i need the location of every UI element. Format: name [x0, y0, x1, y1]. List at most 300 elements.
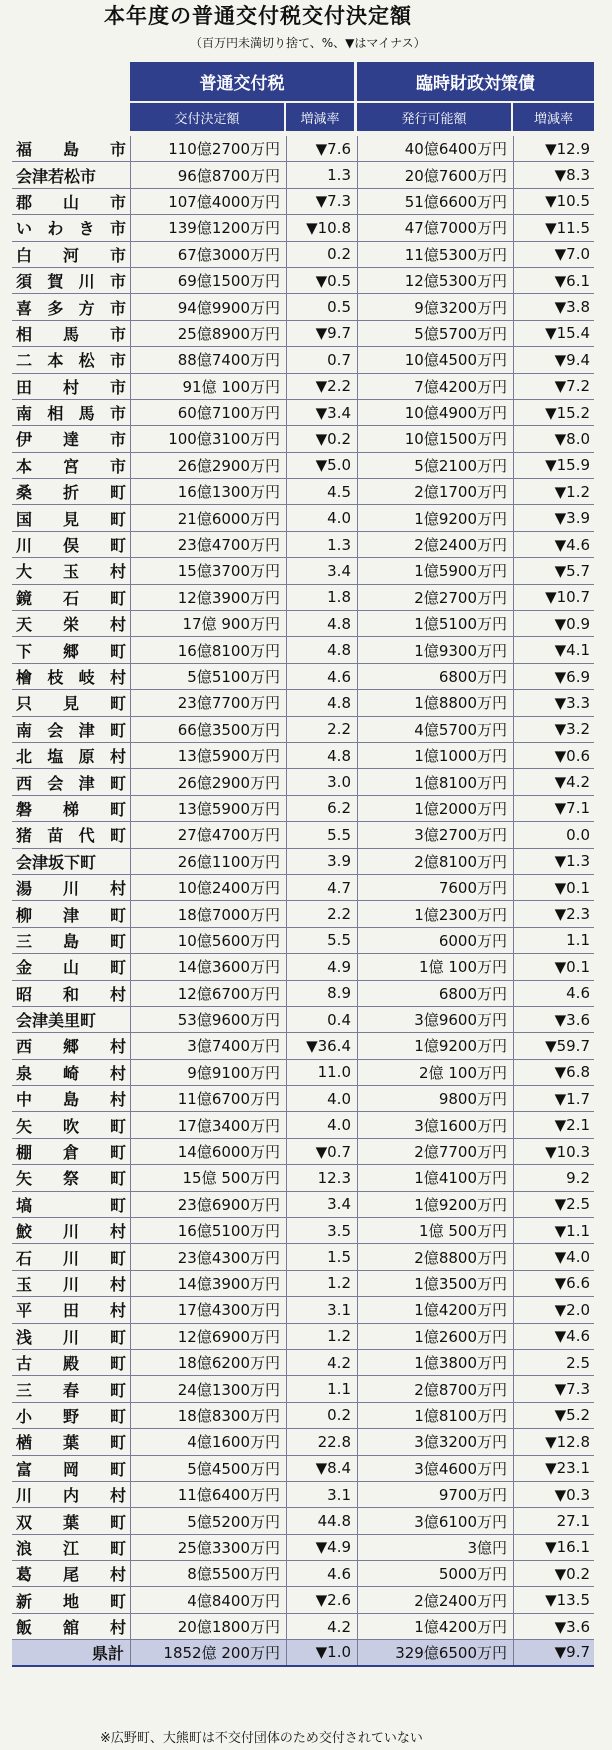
name-char: 方: [78, 298, 95, 318]
table-row: [12, 1271, 594, 1297]
municipality-name: [12, 1165, 130, 1190]
cell-kofu-rate: ▼3.4: [286, 400, 357, 425]
name-char: 川: [62, 1222, 79, 1242]
name-char: 村: [109, 1090, 126, 1110]
municipality-name: [12, 189, 130, 214]
table-row: [12, 1192, 594, 1218]
name-char: 町: [109, 720, 126, 740]
cell-kofu-rate: ▼0.7: [286, 1139, 357, 1164]
municipality-name: [12, 1376, 130, 1401]
name-char: 江: [62, 1538, 79, 1558]
cell-issue-rate: 4.6: [513, 981, 594, 1006]
name-char: 玉: [62, 562, 79, 582]
cell-issue-rate: ▼0.1: [513, 875, 594, 900]
name-char: 舘: [62, 1618, 79, 1638]
cell-issue-rate: ▼11.5: [513, 215, 594, 240]
name-char: 相: [16, 324, 33, 344]
municipality-name: [12, 215, 130, 240]
name-char: 山: [62, 192, 79, 212]
cell-issue-amount: 10億4900万円: [357, 400, 513, 425]
cell-kofu-rate: 1.2: [286, 1271, 357, 1296]
municipality-name: [12, 374, 130, 399]
cell-kofu-rate: 0.4: [286, 1007, 357, 1032]
cell-issue-rate: ▼3.8: [513, 294, 594, 319]
name-char: 町: [109, 509, 126, 529]
name-char: 三: [16, 1380, 33, 1400]
name-char: 町: [109, 1169, 126, 1189]
table-row: [12, 532, 594, 558]
name-char: 二: [16, 351, 33, 371]
table-row: [12, 1482, 594, 1508]
name-char: 平: [16, 1301, 33, 1321]
cell-issue-amount: 5億2100万円: [357, 453, 513, 478]
table-row: [12, 1086, 594, 1112]
name-char: 津: [62, 905, 79, 925]
municipality-name: 会津美里町: [16, 1011, 97, 1031]
table-row: [12, 242, 594, 268]
cell-issue-amount: 3億6100万円: [357, 1508, 513, 1533]
name-char: 小: [16, 1406, 33, 1426]
name-char: 葉: [62, 1512, 79, 1532]
cell-kofu-amount: 15億 500万円: [130, 1165, 286, 1190]
name-char: 大: [16, 562, 33, 582]
cell-kofu-amount: 5億5100万円: [130, 664, 286, 689]
name-char: 村: [109, 984, 126, 1004]
name-char: 町: [109, 773, 126, 793]
cell-kofu-amount: 69億1500万円: [130, 268, 286, 293]
name-char: 楢: [16, 1433, 33, 1453]
name-char: 津: [78, 773, 95, 793]
name-char: い: [16, 219, 33, 239]
cell-kofu-rate: ▼2.6: [286, 1587, 357, 1612]
cell-kofu-rate: 11.0: [286, 1060, 357, 1085]
cell-kofu-amount: 4億1600万円: [130, 1429, 286, 1454]
name-char: 浪: [16, 1538, 33, 1558]
cell-issue-amount: 9700万円: [357, 1482, 513, 1507]
cell-kofu-rate: 1.2: [286, 1324, 357, 1349]
municipality-name: [12, 822, 130, 847]
table-row: [12, 1587, 594, 1613]
municipality-name: [12, 426, 130, 451]
table-row: [12, 743, 594, 769]
table-row: [12, 717, 594, 743]
table-row: [12, 136, 594, 162]
name-char: 南: [16, 404, 33, 424]
cell-issue-amount: 2億8700万円: [357, 1376, 513, 1401]
table-row: [12, 189, 594, 215]
municipality-name: [12, 400, 130, 425]
table-row: [12, 769, 594, 795]
footnote: ※広野町、大熊町は不交付団体のため交付されていない: [100, 1731, 423, 1746]
table-row: [12, 321, 594, 347]
cell-issue-amount: 1億5100万円: [357, 611, 513, 636]
name-char: 内: [62, 1486, 79, 1506]
total-row: [12, 1640, 594, 1666]
cell-kofu-rate: 0.2: [286, 1403, 357, 1428]
cell-issue-rate: ▼1.1: [513, 1218, 594, 1243]
header-groups: [130, 62, 594, 101]
cell-issue-amount: 1億8100万円: [357, 1403, 513, 1428]
cell-issue-amount: 2億1700万円: [357, 479, 513, 504]
name-char: 岡: [62, 1459, 79, 1479]
cell-kofu-rate: ▼7.3: [286, 189, 357, 214]
name-char: 殿: [62, 1354, 79, 1374]
name-char: 葛: [16, 1565, 33, 1585]
cell-issue-rate: ▼3.6: [513, 1007, 594, 1032]
cell-kofu-amount: 139億1200万円: [130, 215, 286, 240]
name-char: 祭: [62, 1169, 79, 1189]
name-char: 葉: [62, 1433, 79, 1453]
name-char: 島: [62, 1090, 79, 1110]
cell-issue-rate: ▼3.2: [513, 717, 594, 742]
cell-issue-amount: 5000万円: [357, 1561, 513, 1586]
table-row: [12, 1324, 594, 1350]
municipality-name: [12, 1429, 130, 1454]
cell-issue-rate: ▼15.4: [513, 321, 594, 346]
cell-issue-rate: ▼59.7: [513, 1033, 594, 1058]
cell-issue-amount: 3億3200万円: [357, 1429, 513, 1454]
cell-kofu-amount: 15億3700万円: [130, 558, 286, 583]
municipality-name: [12, 1244, 130, 1269]
name-char: 代: [78, 826, 95, 846]
name-char: 石: [16, 1248, 33, 1268]
cell-issue-amount: 9800万円: [357, 1086, 513, 1111]
name-char: 倉: [62, 1143, 79, 1163]
table-row: [12, 1112, 594, 1138]
name-char: 只: [16, 694, 33, 714]
cell-kofu-amount: 26億2900万円: [130, 769, 286, 794]
cell-kofu-rate: 1.5: [286, 1244, 357, 1269]
name-char: 桑: [16, 483, 33, 503]
name-char: 町: [109, 931, 126, 951]
cell-issue-amount: 2億 100万円: [357, 1060, 513, 1085]
cell-kofu-amount: 110億2700万円: [130, 136, 286, 161]
cell-issue-amount: 2億7700万円: [357, 1139, 513, 1164]
name-char: 梯: [62, 799, 79, 819]
name-char: 町: [109, 905, 126, 925]
cell-issue-amount: 6800万円: [357, 981, 513, 1006]
table-row: [12, 637, 594, 663]
table-row: [12, 954, 594, 980]
cell-kofu-rate: 3.4: [286, 558, 357, 583]
municipality-name: [12, 1218, 130, 1243]
name-char: 玉: [16, 1274, 33, 1294]
cell-issue-amount: 10億1500万円: [357, 426, 513, 451]
name-char: 町: [109, 958, 126, 978]
cell-issue-rate: ▼3.9: [513, 505, 594, 530]
municipality-name: [12, 690, 130, 715]
name-char: 町: [109, 641, 126, 661]
cell-issue-amount: 40億6400万円: [357, 136, 513, 161]
name-char: 川: [62, 1274, 79, 1294]
municipality-name: [12, 1403, 130, 1428]
cell-issue-rate: ▼7.2: [513, 374, 594, 399]
cell-kofu-amount: 24億1300万円: [130, 1376, 286, 1401]
name-char: 馬: [78, 404, 95, 424]
name-char: 河: [62, 245, 79, 265]
table-row: [12, 822, 594, 848]
name-char: 地: [62, 1591, 79, 1611]
name-char: 金: [16, 958, 33, 978]
name-char: 町: [109, 1512, 126, 1532]
cell-kofu-rate: ▼5.0: [286, 453, 357, 478]
cell-kofu-amount: 88億7400万円: [130, 347, 286, 372]
name-char: 山: [62, 958, 79, 978]
cell-kofu-rate: 4.8: [286, 690, 357, 715]
cell-issue-rate: ▼4.1: [513, 637, 594, 662]
name-char: 町: [109, 1591, 126, 1611]
name-char: 古: [16, 1354, 33, 1374]
name-char: 会: [47, 773, 64, 793]
cell-issue-rate: ▼1.3: [513, 849, 594, 874]
name-char: 石: [62, 588, 79, 608]
name-char: 市: [109, 404, 126, 424]
name-char: 西: [16, 773, 33, 793]
cell-kofu-rate: 4.8: [286, 637, 357, 662]
name-char: 村: [109, 1037, 126, 1057]
cell-issue-rate: ▼16.1: [513, 1535, 594, 1560]
name-char: 尾: [62, 1565, 79, 1585]
cell-issue-rate: ▼0.3: [513, 1482, 594, 1507]
name-char: 和: [62, 984, 79, 1004]
municipality-name: [12, 1139, 130, 1164]
name-char: 村: [109, 615, 126, 635]
name-char: 村: [109, 668, 126, 687]
cell-issue-amount: 6800万円: [357, 664, 513, 689]
cell-kofu-rate: 4.7: [286, 875, 357, 900]
cell-kofu-amount: 91億 100万円: [130, 374, 286, 399]
name-char: 市: [109, 245, 126, 265]
cell-issue-amount: 3億2700万円: [357, 822, 513, 847]
municipality-name: [12, 796, 130, 821]
name-char: 達: [62, 430, 79, 450]
name-char: 福: [16, 140, 33, 160]
name-char: 相: [47, 404, 64, 424]
name-char: 南: [16, 720, 33, 740]
table-row: [12, 1561, 594, 1587]
cell-issue-rate: 1.1: [513, 928, 594, 953]
name-char: 白: [16, 245, 33, 265]
cell-kofu-amount: 11億6400万円: [130, 1482, 286, 1507]
table-row: [12, 426, 594, 452]
cell-issue-amount: 1億2600万円: [357, 1324, 513, 1349]
cell-issue-rate: ▼4.2: [513, 769, 594, 794]
cell-kofu-amount: 23億6900万円: [130, 1192, 286, 1217]
cell-issue-rate: ▼2.3: [513, 901, 594, 926]
cell-kofu-amount: 27億4700万円: [130, 822, 286, 847]
table-row: [12, 796, 594, 822]
cell-issue-rate: ▼5.2: [513, 1403, 594, 1428]
cell-issue-rate: ▼6.1: [513, 268, 594, 293]
name-char: 猪: [16, 826, 33, 846]
cell-issue-amount: 47億7000万円: [357, 215, 513, 240]
name-char: 松: [78, 351, 95, 371]
cell-issue-rate: ▼10.3: [513, 1139, 594, 1164]
cell-kofu-amount: 53億9600万円: [130, 1007, 286, 1032]
cell-issue-amount: 7600万円: [357, 875, 513, 900]
table-row: [12, 1218, 594, 1244]
cell-issue-rate: ▼15.2: [513, 400, 594, 425]
cell-issue-rate: ▼1.2: [513, 479, 594, 504]
cell-issue-rate: ▼13.5: [513, 1587, 594, 1612]
municipality-name: [12, 875, 130, 900]
municipality-name: [12, 505, 130, 530]
cell-issue-rate: 9.2: [513, 1165, 594, 1190]
cell-kofu-rate: ▼4.9: [286, 1535, 357, 1560]
cell-issue-rate: ▼3.6: [513, 1614, 594, 1639]
cell-issue-amount: 10億4500万円: [357, 347, 513, 372]
name-char: 本: [47, 351, 64, 371]
cell-issue-amount: 5億5700万円: [357, 321, 513, 346]
cell-issue-rate: ▼8.0: [513, 426, 594, 451]
table-row: [12, 1297, 594, 1323]
table-row: [12, 611, 594, 637]
name-char: 会: [47, 720, 64, 740]
cell-issue-amount: 2億8100万円: [357, 849, 513, 874]
cell-issue-amount: 1億 100万円: [357, 954, 513, 979]
cell-kofu-amount: 9億9100万円: [130, 1060, 286, 1085]
municipality-name: [12, 1561, 130, 1586]
municipality-name: [12, 717, 130, 742]
cell-issue-amount: 3億9600万円: [357, 1007, 513, 1032]
name-char: 市: [109, 351, 126, 371]
cell-kofu-rate: 1.3: [286, 162, 357, 187]
cell-issue-rate: ▼5.7: [513, 558, 594, 583]
name-char: 島: [62, 140, 79, 160]
cell-kofu-rate: 1.1: [286, 1376, 357, 1401]
table-row: [12, 1614, 594, 1640]
table-row: [12, 215, 594, 241]
name-char: 双: [16, 1512, 33, 1532]
cell-kofu-rate: 3.5: [286, 1218, 357, 1243]
cell-kofu-rate: 4.0: [286, 505, 357, 530]
cell-issue-rate: ▼2.1: [513, 1112, 594, 1137]
name-char: 馬: [62, 324, 79, 344]
cell-kofu-rate: 4.0: [286, 1112, 357, 1137]
name-char: 天: [16, 615, 33, 635]
table-row: [12, 453, 594, 479]
table-row: [12, 901, 594, 927]
cell-kofu-amount: 100億3100万円: [130, 426, 286, 451]
table-row: [12, 1139, 594, 1165]
cell-issue-amount: 2億2400万円: [357, 1587, 513, 1612]
cell-kofu-amount: 10億2400万円: [130, 875, 286, 900]
cell-issue-amount: 2億2400万円: [357, 532, 513, 557]
cell-issue-amount: 1億8100万円: [357, 769, 513, 794]
cell-issue-rate: ▼7.3: [513, 1376, 594, 1401]
table-row: [12, 400, 594, 426]
municipality-name: [12, 928, 130, 953]
table-row: [12, 585, 594, 611]
cell-issue-rate: ▼12.8: [513, 1429, 594, 1454]
cell-issue-amount: 3億1600万円: [357, 1112, 513, 1137]
table-row: [12, 664, 594, 690]
cell-kofu-rate: 4.9: [286, 954, 357, 979]
municipality-name: [12, 1350, 130, 1375]
name-char: 村: [109, 747, 126, 767]
cell-kofu-rate: 4.2: [286, 1614, 357, 1639]
cell-kofu-rate: 6.2: [286, 796, 357, 821]
municipality-name: [12, 321, 130, 346]
cell-issue-amount: 1億4200万円: [357, 1297, 513, 1322]
municipality-name: [12, 558, 130, 583]
header-col-kofu-amount: 交付決定額: [130, 103, 286, 131]
cell-issue-rate: ▼10.5: [513, 189, 594, 214]
cell-kofu-amount: 11億6700万円: [130, 1086, 286, 1111]
name-char: 矢: [16, 1169, 33, 1189]
cell-issue-amount: 1億2000万円: [357, 796, 513, 821]
municipality-name: [12, 1535, 130, 1560]
name-char: 川: [62, 1248, 79, 1268]
name-char: 伊: [16, 430, 33, 450]
municipality-name: [12, 769, 130, 794]
municipality-name: [12, 1456, 130, 1481]
cell-kofu-amount: 1852億 200万円: [130, 1640, 286, 1664]
municipality-name: [12, 1033, 130, 1058]
cell-kofu-amount: 12億6900万円: [130, 1324, 286, 1349]
name-char: 檜: [16, 668, 33, 687]
cell-kofu-amount: 16億8100万円: [130, 637, 286, 662]
name-char: 川: [78, 272, 95, 292]
name-char: 川: [16, 536, 33, 556]
name-char: 市: [109, 298, 126, 318]
name-char: 市: [109, 192, 126, 212]
cell-kofu-amount: 13億5900万円: [130, 743, 286, 768]
header-group-kofuzei: 普通交付税: [130, 62, 357, 101]
cell-kofu-rate: 8.9: [286, 981, 357, 1006]
cell-kofu-rate: 3.1: [286, 1482, 357, 1507]
cell-kofu-amount: 66億3500万円: [130, 717, 286, 742]
name-char: 町: [109, 799, 126, 819]
municipality-name: 会津坂下町: [16, 852, 97, 872]
cell-kofu-amount: 17億4300万円: [130, 1297, 286, 1322]
cell-issue-amount: 1億9200万円: [357, 1033, 513, 1058]
table-row: [12, 1244, 594, 1270]
name-char: 春: [62, 1380, 79, 1400]
table-row: [12, 479, 594, 505]
total-label: 県計: [91, 1643, 124, 1663]
municipality-name: [12, 532, 130, 557]
cell-kofu-amount: 25億3300万円: [130, 1535, 286, 1560]
name-char: 折: [62, 483, 79, 503]
name-char: 西: [16, 1037, 33, 1057]
cell-issue-rate: ▼0.1: [513, 954, 594, 979]
municipality-name: 会津若松市: [16, 166, 97, 186]
name-char: 村: [109, 1565, 126, 1585]
cell-issue-amount: 1億 500万円: [357, 1218, 513, 1243]
cell-issue-amount: 1億4200万円: [357, 1614, 513, 1639]
name-char: 町: [109, 536, 126, 556]
cell-kofu-rate: ▼0.5: [286, 268, 357, 293]
cell-kofu-amount: 23億7700万円: [130, 690, 286, 715]
municipality-name: [12, 1192, 130, 1217]
cell-kofu-amount: 26億1100万円: [130, 849, 286, 874]
cell-kofu-amount: 4億8400万円: [130, 1587, 286, 1612]
municipality-name: [12, 1324, 130, 1349]
cell-kofu-amount: 10億5600万円: [130, 928, 286, 953]
name-char: 見: [62, 509, 79, 529]
name-char: 国: [16, 509, 33, 529]
header-col-kofu-rate: 増減率: [286, 103, 357, 131]
cell-issue-rate: ▼2.5: [513, 1192, 594, 1217]
cell-kofu-rate: 3.1: [286, 1297, 357, 1322]
page-title: 本年度の普通交付税交付決定額: [104, 4, 412, 28]
table-row: [12, 374, 594, 400]
cell-kofu-amount: 107億4000万円: [130, 189, 286, 214]
cell-issue-rate: 2.5: [513, 1350, 594, 1375]
name-char: 町: [109, 1380, 126, 1400]
name-char: 中: [16, 1090, 33, 1110]
